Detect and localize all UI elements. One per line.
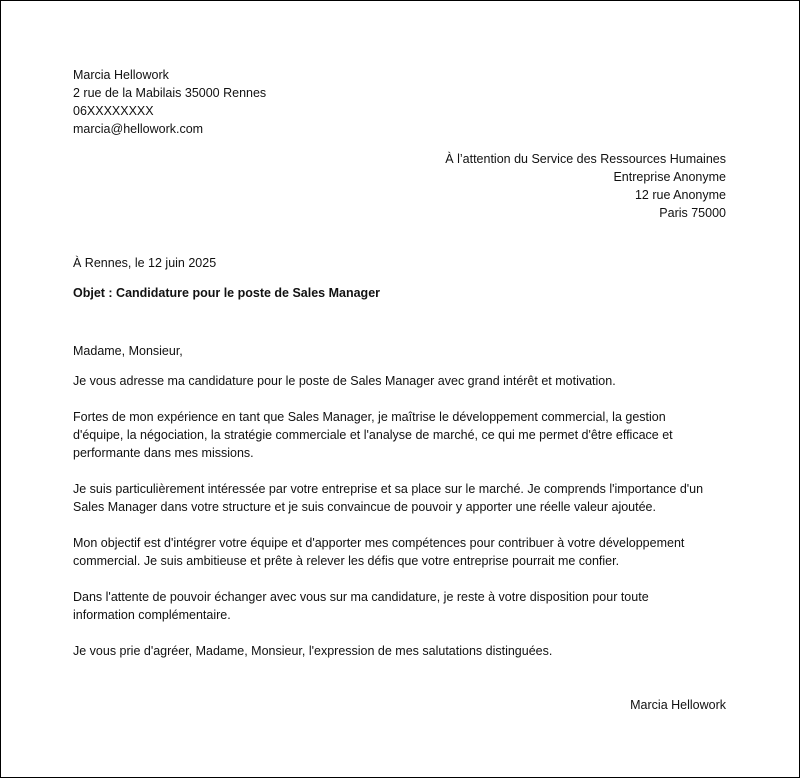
paragraph-line: Je suis particulièrement intéressée par votre entreprise et sa place sur le marché. Je comprends l'importance d'un — [73, 482, 704, 496]
paragraph-line: Sales Manager dans votre structure et je suis convaincue de pouvoir y apporter une réelle valeur ajoutée. — [73, 500, 656, 514]
signature: Marcia Hellowork — [630, 698, 726, 712]
sender-address: 2 rue de la Mabilais 35000 Rennes — [73, 86, 267, 100]
body-paragraph — [73, 372, 733, 390]
body-paragraph — [73, 480, 733, 516]
body-paragraph — [73, 588, 733, 624]
recipient-street: 12 rue Anonyme — [634, 188, 726, 202]
recipient-company: Entreprise Anonyme — [613, 170, 726, 184]
body-paragraph — [73, 408, 733, 462]
recipient-city: Paris 75000 — [659, 206, 726, 220]
body-paragraph — [73, 642, 733, 660]
sender-phone: 06XXXXXXXX — [73, 104, 154, 118]
paragraph-line: Je vous adresse ma candidature pour le poste de Sales Manager avec grand intérêt et motivation. — [73, 374, 616, 388]
paragraph-line: performante dans mes missions. — [73, 446, 254, 460]
paragraph-line: d'équipe, la négociation, la stratégie commerciale et l'analyse de marché, ce qui me permet d'être efficace et — [73, 428, 673, 442]
paragraph-line: Dans l'attente de pouvoir échanger avec vous sur ma candidature, je reste à votre disposition pour toute — [73, 590, 649, 604]
paragraph-line: Fortes de mon expérience en tant que Sales Manager, je maîtrise le développement commercial, la gestion — [73, 410, 666, 424]
paragraph-line: Mon objectif est d'intégrer votre équipe et d'apporter mes compétences pour contribuer à votre développement — [73, 536, 685, 550]
recipient-attention: À l’attention du Service des Ressources Humaines — [445, 152, 726, 166]
paragraph-line: commercial. Je suis ambitieuse et prête à relever les défis que votre entreprise pourrait me confier. — [73, 554, 620, 568]
date-line: À Rennes, le 12 juin 2025 — [73, 256, 217, 270]
body-paragraph — [73, 534, 733, 570]
sender-name: Marcia Hellowork — [73, 68, 169, 82]
sender-email: marcia@hellowork.com — [73, 122, 204, 136]
paragraph-line: Je vous prie d'agréer, Madame, Monsieur, l'expression de mes salutations distinguées. — [73, 644, 553, 658]
subject-line: Objet : Candidature pour le poste de Sales Manager — [73, 286, 381, 300]
paragraph-line: information complémentaire. — [73, 608, 231, 622]
salutation: Madame, Monsieur, — [73, 344, 183, 358]
